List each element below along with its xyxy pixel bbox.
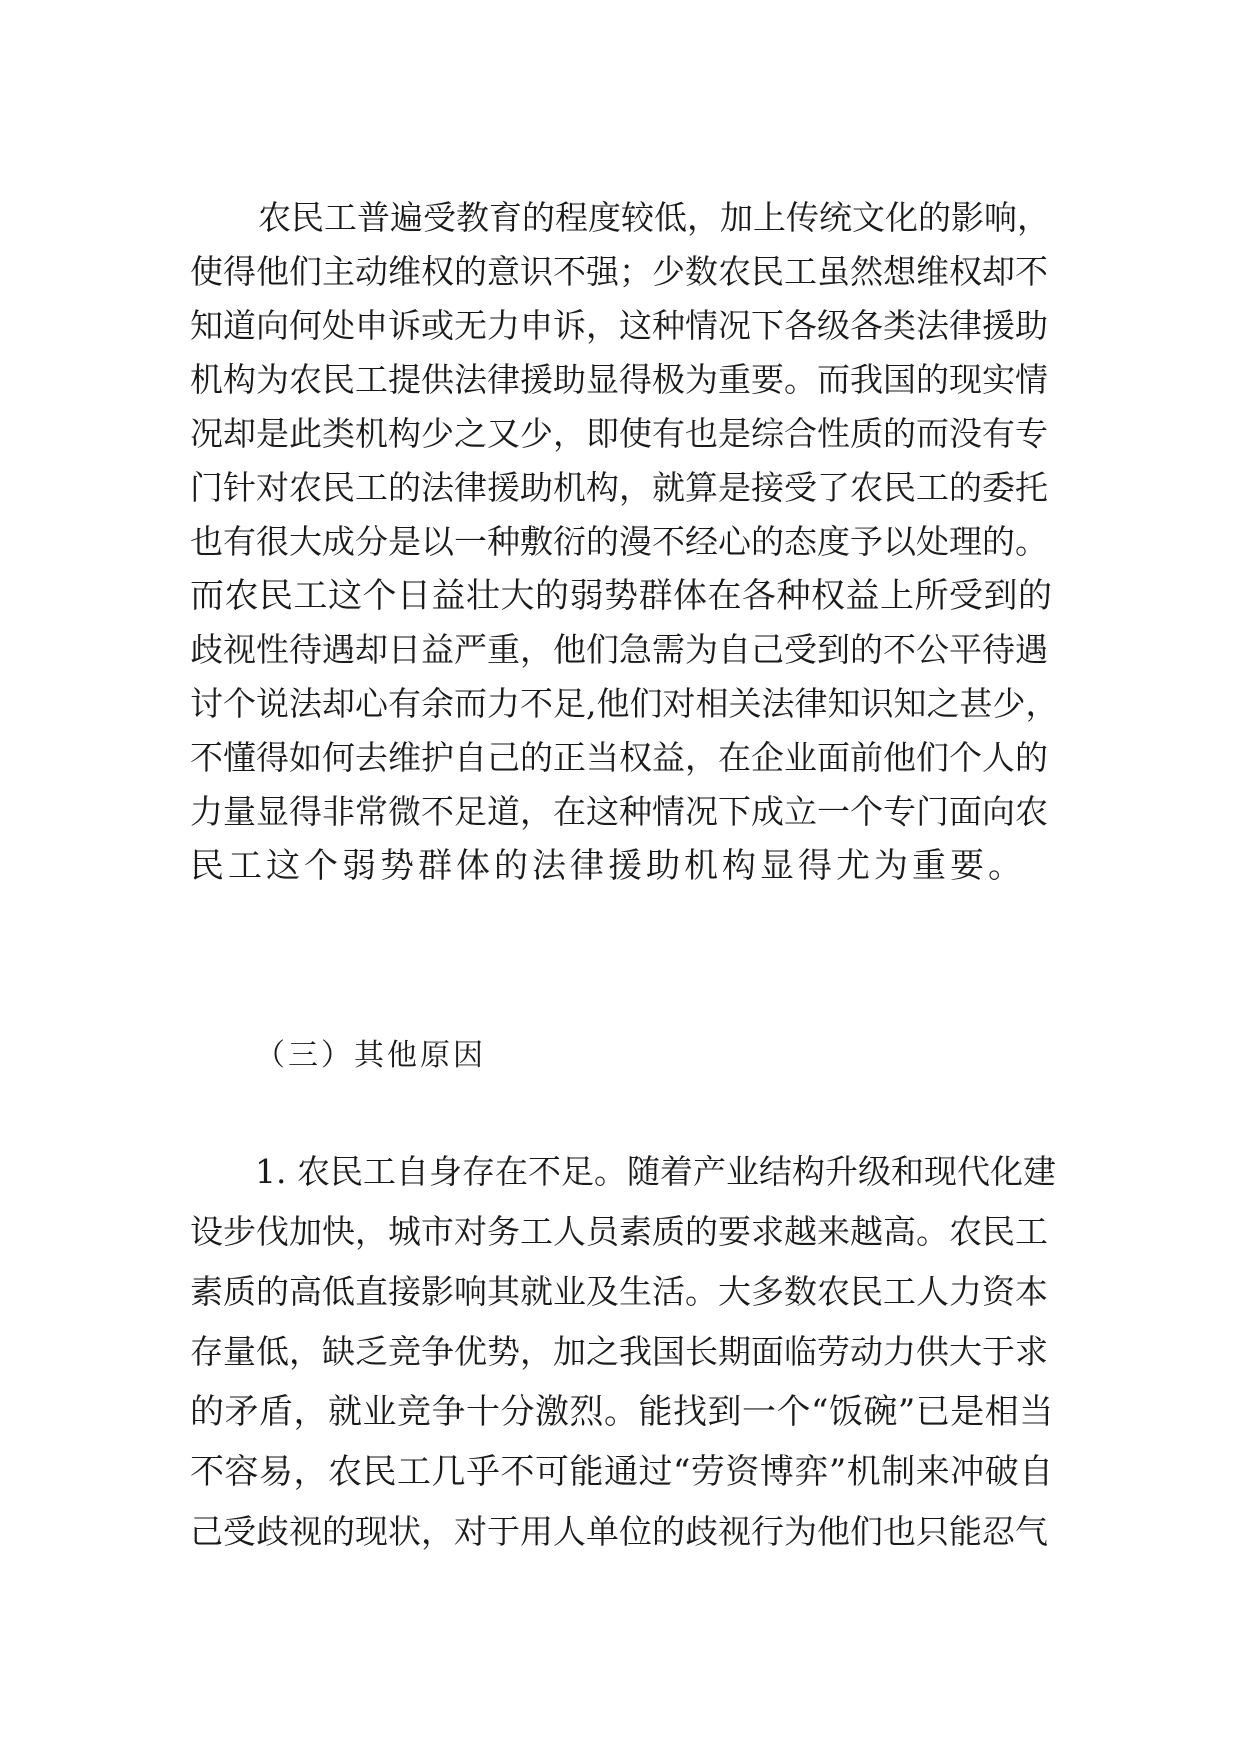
paragraph-1-line-11: 不懂得如何去维护自己的正当权益，在企业面前他们个人的 xyxy=(190,738,1048,777)
paragraph-1-line-7: 也有很大成分是以一种敷衍的漫不经心的态度予以处理的。 xyxy=(190,522,1048,561)
section-heading: （三）其他原因 xyxy=(255,1038,486,1073)
paragraph-1-line-13: 民工这个弱势群体的法律援助机构显得尤为重要。 xyxy=(190,846,1026,886)
paragraph-1-line-6: 门针对农民工的法律援助机构，就算是接受了农民工的委托 xyxy=(190,468,1048,507)
paragraph-2-line-2: 设步伐加快，城市对务工人员素质的要求越来越高。农民工 xyxy=(190,1212,1048,1251)
paragraph-1-line-4: 机构为农民工提供法律援助显得极为重要。而我国的现实情 xyxy=(190,360,1048,399)
paragraph-1-line-3: 知道向何处申诉或无力申诉，这种情况下各级各类法律援助 xyxy=(190,306,1048,345)
paragraph-2-line-6: 不容易，农民工几乎不可能通过“劳资博弈”机制来冲破自 xyxy=(190,1452,1054,1492)
paragraph-2-line-4: 存量低，缺乏竞争优势，加之我国长期面临劳动力供大于求 xyxy=(190,1332,1048,1371)
paragraph-1-line-10: 讨个说法却心有余而力不足,他们对相关法律知识知之甚少， xyxy=(190,684,1059,723)
paragraph-2-line-1: 1. 农民工自身存在不足。随着产业结构升级和现代化建 xyxy=(255,1152,1056,1191)
paragraph-1-line-5: 况却是此类机构少之又少，即使有也是综合性质的而没有专 xyxy=(190,414,1048,453)
paragraph-1-line-2: 使得他们主动维权的意识不强；少数农民工虽然想维权却不 xyxy=(190,252,1048,291)
paragraph-2-line-3: 素质的高低直接影响其就业及生活。大多数农民工人力资本 xyxy=(190,1272,1048,1311)
paragraph-2-line-7: 己受歧视的现状，对于用人单位的歧视行为他们也只能忍气 xyxy=(190,1512,1048,1551)
paragraph-1-line-1: 农民工普遍受教育的程度较低，加上传统文化的影响， xyxy=(258,198,1050,237)
paragraph-1-line-8: 而农民工这个日益壮大的弱势群体在各种权益上所受到的 xyxy=(190,576,1053,616)
paragraph-2-line-5: 的矛盾，就业竞争十分激烈。能找到一个“饭碗”已是相当 xyxy=(190,1392,1054,1432)
paragraph-1-line-9: 歧视性待遇却日益严重，他们急需为自己受到的不公平待遇 xyxy=(190,630,1048,669)
paragraph-1-line-12: 力量显得非常微不足道，在这种情况下成立一个专门面向农 xyxy=(190,792,1048,831)
